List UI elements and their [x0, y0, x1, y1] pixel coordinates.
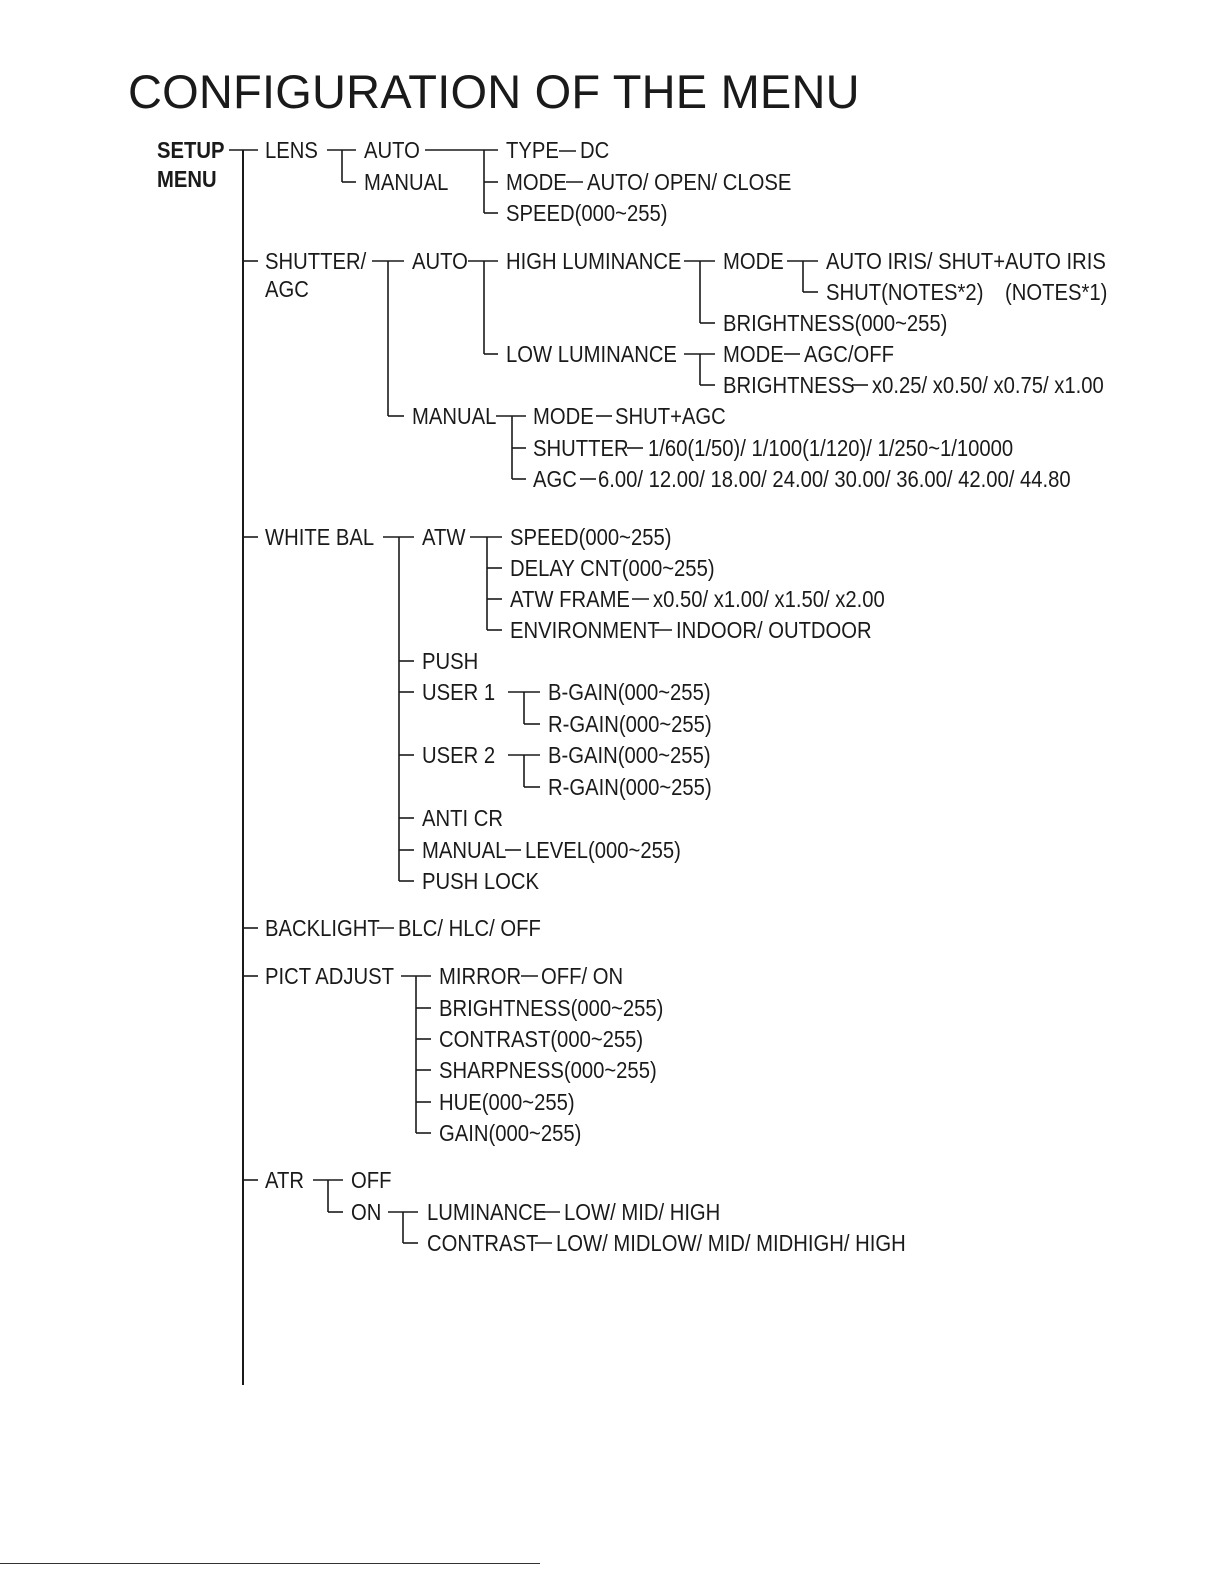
- lens-mode-value: AUTO/ OPEN/ CLOSE: [587, 169, 792, 195]
- backlight-value: BLC/ HLC/ OFF: [398, 915, 541, 941]
- white-bal-user-2: USER 2: [422, 742, 496, 768]
- menu-item-shutter-agc: AGC: [265, 276, 309, 302]
- shutter-manual-mode-value: SHUT+AGC: [615, 403, 726, 429]
- high-luminance-mode-auto-iris: AUTO IRIS/ SHUT+AUTO IRIS: [826, 248, 1106, 274]
- lens-manual: MANUAL: [364, 169, 449, 195]
- atr-off: OFF: [351, 1167, 392, 1193]
- pict-adjust-gain: GAIN(000~255): [439, 1120, 582, 1146]
- pict-adjust-brightness: BRIGHTNESS(000~255): [439, 995, 664, 1021]
- atw-frame: ATW FRAME: [510, 586, 630, 612]
- shutter-high-luminance: HIGH LUMINANCE: [506, 248, 682, 274]
- atw-delay-cnt: DELAY CNT(000~255): [510, 555, 715, 581]
- root-label-setup: SETUP: [157, 137, 225, 163]
- shutter-low-luminance: LOW LUMINANCE: [506, 341, 677, 367]
- low-luminance-brightness: BRIGHTNESS: [723, 372, 855, 398]
- page-bottom-rule: [0, 1563, 540, 1564]
- atw-environment: ENVIRONMENT: [510, 617, 660, 643]
- white-bal-atw: ATW: [422, 524, 466, 550]
- atr-contrast: CONTRAST: [427, 1230, 539, 1256]
- user-1-r-gain: R-GAIN(000~255): [548, 711, 712, 737]
- page-title: CONFIGURATION OF THE MENU: [128, 65, 860, 118]
- shutter-manual-agc-value: 6.00/ 12.00/ 18.00/ 24.00/ 30.00/ 36.00/ 42.00/ 44.80: [598, 466, 1071, 492]
- menu-item-backlight: BACKLIGHT: [265, 915, 380, 941]
- pict-adjust-sharpness: SHARPNESS(000~255): [439, 1057, 657, 1083]
- white-bal-manual: MANUAL: [422, 837, 507, 863]
- menu-item-shutter: SHUTTER/: [265, 248, 367, 274]
- lens-auto: AUTO: [364, 137, 420, 163]
- pict-adjust-mirror-value: OFF/ ON: [541, 963, 624, 989]
- white-bal-anti-cr: ANTI CR: [422, 805, 503, 831]
- high-luminance-mode: MODE: [723, 248, 784, 274]
- low-luminance-mode-value: AGC/OFF: [804, 341, 894, 367]
- lens-speed: SPEED(000~255): [506, 200, 668, 226]
- atw-frame-value: x0.50/ x1.00/ x1.50/ x2.00: [653, 586, 885, 612]
- menu-item-lens: LENS: [265, 137, 318, 163]
- white-bal-push: PUSH: [422, 648, 479, 674]
- pict-adjust-hue: HUE(000~255): [439, 1089, 575, 1115]
- pict-adjust-contrast: CONTRAST(000~255): [439, 1026, 644, 1052]
- root-label-menu: MENU: [157, 166, 217, 192]
- notes-1-reference: (NOTES*1): [1005, 279, 1108, 305]
- user-2-r-gain: R-GAIN(000~255): [548, 774, 712, 800]
- atw-speed: SPEED(000~255): [510, 524, 672, 550]
- lens-mode: MODE: [506, 169, 567, 195]
- atw-environment-value: INDOOR/ OUTDOOR: [676, 617, 872, 643]
- menu-item-pict-adjust: PICT ADJUST: [265, 963, 394, 989]
- shutter-manual-mode: MODE: [533, 403, 594, 429]
- low-luminance-brightness-value: x0.25/ x0.50/ x0.75/ x1.00: [872, 372, 1104, 398]
- shutter-auto: AUTO: [412, 248, 468, 274]
- pict-adjust-mirror: MIRROR: [439, 963, 522, 989]
- low-luminance-mode: MODE: [723, 341, 784, 367]
- shutter-manual-shutter: SHUTTER: [533, 435, 629, 461]
- shutter-manual: MANUAL: [412, 403, 497, 429]
- lens-type: TYPE: [506, 137, 559, 163]
- menu-item-atr: ATR: [265, 1167, 304, 1193]
- high-luminance-brightness: BRIGHTNESS(000~255): [723, 310, 948, 336]
- menu-item-white-bal: WHITE BAL: [265, 524, 375, 550]
- high-luminance-mode-shut: SHUT(NOTES*2): [826, 279, 984, 305]
- lens-type-value: DC: [580, 137, 610, 163]
- shutter-manual-shutter-value: 1/60(1/50)/ 1/100(1/120)/ 1/250~1/10000: [648, 435, 1014, 461]
- white-bal-push-lock: PUSH LOCK: [422, 868, 539, 894]
- white-bal-manual-level: LEVEL(000~255): [525, 837, 681, 863]
- atr-luminance-value: LOW/ MID/ HIGH: [564, 1199, 721, 1225]
- user-1-b-gain: B-GAIN(000~255): [548, 679, 711, 705]
- white-bal-user-1: USER 1: [422, 679, 496, 705]
- atr-luminance: LUMINANCE: [427, 1199, 547, 1225]
- user-2-b-gain: B-GAIN(000~255): [548, 742, 711, 768]
- atr-contrast-value: LOW/ MIDLOW/ MID/ MIDHIGH/ HIGH: [556, 1230, 906, 1256]
- shutter-manual-agc: AGC: [533, 466, 577, 492]
- atr-on: ON: [351, 1199, 382, 1225]
